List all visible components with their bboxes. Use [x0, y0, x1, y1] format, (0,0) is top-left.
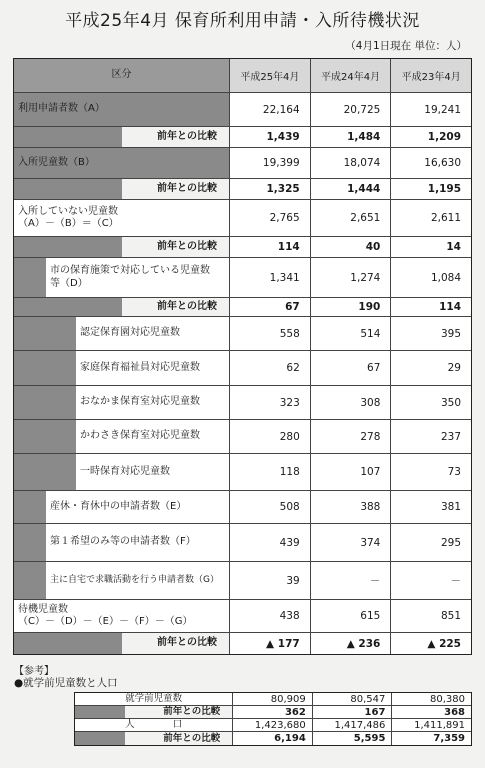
- cell-value: 1,084: [390, 258, 471, 297]
- header-year: 平成23年4月: [390, 59, 471, 92]
- table-row: [14, 127, 471, 148]
- date-unit-note: （4月1日現在 単位：人）: [345, 40, 467, 52]
- table-row: [14, 600, 471, 633]
- cell-value: 16,630: [390, 148, 471, 178]
- row-label: 前年との比較: [157, 637, 218, 649]
- cell-value: 62: [229, 351, 310, 385]
- indent-shade: [14, 258, 46, 297]
- cell-value: 39: [229, 562, 310, 599]
- cell-value: 1,423,680: [232, 719, 312, 731]
- indent-shade: [14, 454, 76, 490]
- table-row: [14, 237, 471, 258]
- table-row: [75, 732, 471, 745]
- cell-value: 67: [229, 298, 310, 316]
- cell-value: 114: [229, 237, 310, 257]
- cell-value: 374: [310, 524, 391, 561]
- cell-value: 29: [390, 351, 471, 385]
- cell-value: 190: [310, 298, 391, 316]
- indent-shade: [14, 351, 76, 385]
- cell-value: 362: [232, 706, 312, 718]
- table-row: [14, 420, 471, 454]
- cell-value: 73: [390, 454, 471, 490]
- cell-value: 20,725: [310, 93, 391, 126]
- header-category: 区分: [14, 59, 229, 92]
- table-row: [14, 454, 471, 491]
- cell-value: 22,164: [229, 93, 310, 126]
- indent-shade: [14, 386, 76, 419]
- cell-value: 167: [312, 706, 392, 718]
- row-label: 前年との比較: [163, 706, 221, 718]
- row-label: 前年との比較: [157, 240, 218, 252]
- cell-value: 1,484: [310, 127, 391, 147]
- cell-value: 1,195: [390, 179, 471, 199]
- row-label: 利用申請者数（A）: [14, 93, 229, 126]
- indent-shade: [14, 562, 46, 599]
- row-label: 市の保育施策で対応している児童数 等（D）: [46, 258, 229, 297]
- row-label: 主に自宅で求職活動を行う申請者数（G）: [46, 562, 229, 599]
- row-label: 前年との比較: [163, 732, 221, 744]
- cell-value: 615: [310, 600, 391, 632]
- cell-value: 80,380: [391, 693, 471, 705]
- cell-value: －: [310, 562, 391, 599]
- cell-value: 14: [390, 237, 471, 257]
- cell-value: ▲ 225: [390, 633, 471, 654]
- table-row: [14, 633, 471, 654]
- cell-value: 118: [229, 454, 310, 490]
- row-label: 一時保育対応児童数: [76, 454, 229, 490]
- row-label: 入所していない児童数 （A）－（B）＝（C）: [14, 200, 229, 236]
- indent-shade: [14, 420, 76, 453]
- indent-shade: [14, 524, 46, 561]
- header-year: 平成25年4月: [229, 59, 310, 92]
- row-label: 認定保育園対応児童数: [76, 317, 229, 350]
- table-row: [14, 200, 471, 237]
- cell-value: 19,399: [229, 148, 310, 178]
- row-label: 産休・育休中の申請者数（E）: [46, 491, 229, 523]
- row-label: かわさき保育室対応児童数: [76, 420, 229, 453]
- table-row: [75, 706, 471, 719]
- cell-value: 514: [310, 317, 391, 350]
- cell-value: 381: [390, 491, 471, 523]
- table-row: [14, 524, 471, 562]
- row-label: おなかま保育室対応児童数: [76, 386, 229, 419]
- cell-value: 19,241: [390, 93, 471, 126]
- cell-value: 280: [229, 420, 310, 453]
- table-row: [14, 179, 471, 200]
- cell-value: 7,359: [391, 732, 471, 745]
- cell-value: 1,274: [310, 258, 391, 297]
- cell-value: 1,411,891: [391, 719, 471, 731]
- row-label: 家庭保育福祉員対応児童数: [76, 351, 229, 385]
- reference-title: 【参考】: [14, 666, 54, 677]
- cell-value: 237: [390, 420, 471, 453]
- row-label: 前年との比較: [157, 300, 218, 312]
- waiting-list-table: [13, 58, 472, 655]
- cell-value: 323: [229, 386, 310, 419]
- table-row: [14, 562, 471, 600]
- cell-value: 1,417,486: [312, 719, 392, 731]
- cell-value: 278: [310, 420, 391, 453]
- cell-value: 5,595: [312, 732, 392, 745]
- row-label: 人 口: [75, 719, 232, 731]
- row-label: 第１希望のみ等の申請者数（F）: [46, 524, 229, 561]
- cell-value: 2,651: [310, 200, 391, 236]
- cell-value: 67: [310, 351, 391, 385]
- reference-subtitle: ●就学前児童数と人口: [14, 677, 118, 689]
- cell-value: 558: [229, 317, 310, 350]
- cell-value: －: [390, 562, 471, 599]
- table-row: [14, 298, 471, 317]
- cell-value: 308: [310, 386, 391, 419]
- table-row: [75, 693, 471, 706]
- page-title: 平成25年4月 保育所利用申請・入所待機状況: [65, 11, 420, 31]
- indent-shade: [14, 317, 76, 350]
- cell-value: 395: [390, 317, 471, 350]
- cell-value: 1,341: [229, 258, 310, 297]
- cell-value: 1,439: [229, 127, 310, 147]
- cell-value: 350: [390, 386, 471, 419]
- cell-value: 368: [391, 706, 471, 718]
- cell-value: 1,209: [390, 127, 471, 147]
- cell-value: ▲ 177: [229, 633, 310, 654]
- cell-value: 114: [390, 298, 471, 316]
- cell-value: 508: [229, 491, 310, 523]
- header-year: 平成24年4月: [310, 59, 391, 92]
- cell-value: 388: [310, 491, 391, 523]
- table-row: [14, 93, 471, 127]
- cell-value: 2,765: [229, 200, 310, 236]
- table-row: [14, 258, 471, 298]
- cell-value: 40: [310, 237, 391, 257]
- table-header-row: [14, 59, 471, 93]
- cell-value: 851: [390, 600, 471, 632]
- cell-value: 80,547: [312, 693, 392, 705]
- cell-value: 438: [229, 600, 310, 632]
- cell-value: 439: [229, 524, 310, 561]
- row-label: 前年との比較: [157, 182, 218, 194]
- row-label: 待機児童数 （C）－（D）－（E）－（F）－（G）: [14, 600, 229, 632]
- cell-value: 6,194: [232, 732, 312, 745]
- cell-value: 80,909: [232, 693, 312, 705]
- table-row: [14, 317, 471, 351]
- row-label: 入所児童数（B）: [14, 148, 229, 178]
- cell-value: 1,444: [310, 179, 391, 199]
- cell-value: 107: [310, 454, 391, 490]
- reference-table: [74, 692, 472, 746]
- table-row: [75, 719, 471, 732]
- cell-value: 2,611: [390, 200, 471, 236]
- table-row: [14, 351, 471, 386]
- table-row: [14, 386, 471, 420]
- row-label: 就学前児童数: [75, 693, 232, 705]
- cell-value: 295: [390, 524, 471, 561]
- indent-shade: [14, 491, 46, 523]
- cell-value: 1,325: [229, 179, 310, 199]
- cell-value: ▲ 236: [310, 633, 391, 654]
- row-label: 前年との比較: [157, 130, 218, 142]
- cell-value: 18,074: [310, 148, 391, 178]
- table-row: [14, 491, 471, 524]
- table-row: [14, 148, 471, 179]
